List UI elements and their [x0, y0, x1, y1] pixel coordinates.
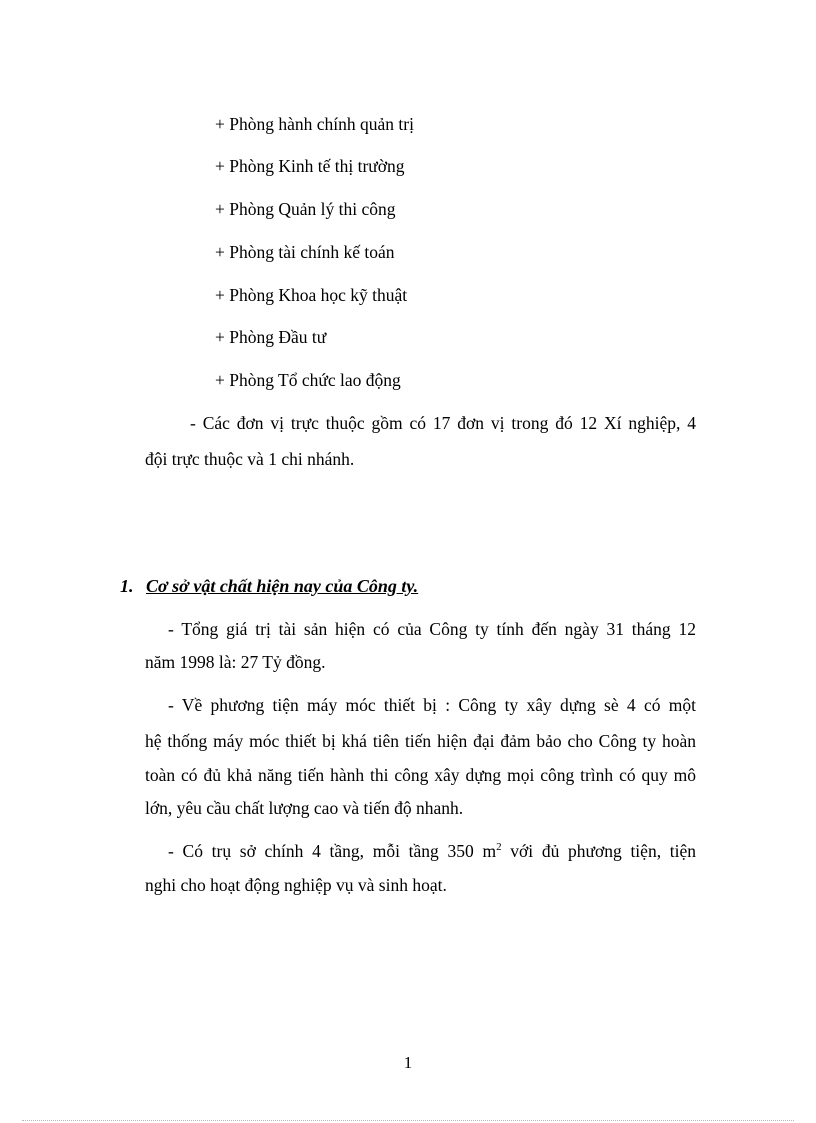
department-item: + Phòng Kinh tế thị trường [215, 156, 405, 176]
section-heading [120, 574, 418, 598]
department-item: + Phòng Đầu tư [215, 327, 327, 347]
department-item: + Phòng Quản lý thi công [215, 199, 396, 219]
department-item: + Phòng Tổ chức lao động [215, 370, 401, 390]
footer-divider [22, 1120, 794, 1121]
office-paragraph-line: nghi cho hoạt động nghiệp vụ và sinh hoạt. [145, 875, 447, 895]
department-item: + Phòng hành chính quản trị [215, 114, 414, 134]
office-paragraph-line [168, 840, 696, 862]
equipment-paragraph-line: toàn có đủ khả năng tiến hành thi công xây dựng mọi công trình có quy mô [145, 765, 696, 785]
units-paragraph-line: - Các đơn vị trực thuộc gồm có 17 đơn vị trong đó 12 Xí nghiệp, 4 [190, 413, 696, 433]
equipment-paragraph-line: lớn, yêu cầu chất lượng cao và tiến độ nhanh. [145, 798, 464, 818]
assets-paragraph-line: - Tổng giá trị tài sản hiện có của Công ty tính đến ngày 31 tháng 12 [168, 619, 696, 639]
assets-paragraph-line: năm 1998 là: 27 Tỷ đồng. [145, 652, 326, 672]
section-title: Cơ sở vật chất hiện nay của Công ty. [146, 576, 419, 596]
office-text: - Có trụ sở chính 4 tầng, mỗi tầng 350 m [168, 841, 497, 861]
department-item: + Phòng tài chính kế toán [215, 242, 395, 262]
equipment-paragraph-line: - Về phương tiện máy móc thiết bị : Công ty xây dựng sè 4 có một [168, 695, 696, 715]
department-item: + Phòng Khoa học kỹ thuật [215, 285, 408, 305]
superscript-two: 2 [496, 841, 502, 853]
section-number: 1. [120, 576, 134, 596]
office-text: với đủ phương tiện, tiện [501, 841, 696, 861]
equipment-paragraph-line: hệ thống máy móc thiết bị khá tiên tiến hiện đại đảm bảo cho Công ty hoàn [145, 731, 696, 751]
page-number: 1 [403, 1053, 413, 1072]
units-paragraph-line: đội trực thuộc và 1 chi nhánh. [145, 449, 355, 469]
